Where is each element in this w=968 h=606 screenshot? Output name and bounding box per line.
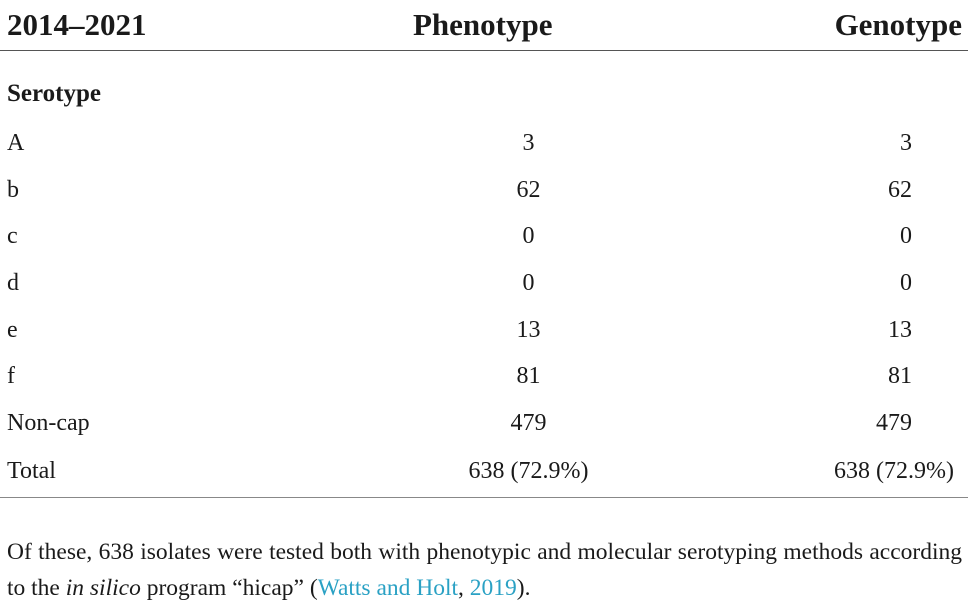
row-label: Non-cap — [7, 409, 90, 436]
table-row — [0, 353, 968, 400]
table-row — [0, 307, 968, 354]
total-row — [0, 447, 968, 498]
genotype-cell: 0 — [900, 270, 912, 297]
footnote-text: ). — [516, 574, 531, 601]
header-row — [0, 0, 968, 51]
genotype-cell: 62 — [888, 176, 912, 203]
footnote-text: , — [458, 574, 470, 601]
phenotype-cell: 62 — [516, 176, 541, 203]
phenotype-cell: 0 — [522, 270, 535, 297]
genotype-cell: 479 — [876, 409, 912, 436]
genotype-cell: 13 — [888, 316, 912, 343]
phenotype-cell: 479 — [510, 409, 547, 436]
row-label: b — [7, 176, 19, 203]
header-phenotype: Phenotype — [344, 0, 639, 51]
row-label: Total — [0, 447, 344, 498]
phenotype-cell: 13 — [516, 316, 541, 343]
header-genotype: Genotype — [639, 0, 968, 51]
phenotype-cell: 81 — [516, 363, 541, 390]
phenotype-cell: 638 (72.9%) — [344, 447, 639, 498]
section-row — [0, 51, 968, 121]
footnote-italic: in silico — [65, 574, 141, 601]
table-row — [0, 121, 968, 168]
table-row — [0, 214, 968, 261]
table-row — [0, 260, 968, 307]
phenotype-cell: 3 — [522, 130, 535, 157]
row-label: d — [7, 270, 19, 297]
footnote-text: program “hicap” ( — [140, 574, 318, 601]
reference-link-year[interactable]: 2019 — [469, 574, 517, 601]
genotype-cell: 81 — [888, 363, 912, 390]
table-row — [0, 167, 968, 214]
row-label: e — [7, 316, 18, 343]
header-period: 2014–2021 — [0, 0, 344, 51]
row-label: A — [7, 130, 25, 157]
reference-link-authors[interactable]: Watts and Holt — [317, 574, 459, 601]
genotype-cell: 3 — [900, 130, 912, 157]
table-footnote — [7, 534, 962, 606]
genotype-cell: 638 (72.9%) — [639, 447, 968, 498]
section-label: Serotype — [7, 79, 101, 107]
genotype-cell: 0 — [900, 223, 912, 250]
table-row — [0, 400, 968, 447]
row-label: f — [7, 363, 15, 390]
phenotype-cell: 0 — [522, 223, 535, 250]
row-label: c — [7, 223, 18, 250]
footnote-text: Of these, 638 isolates were tested both with phenotypic and molecular serotyping methods according to the — [7, 538, 962, 601]
